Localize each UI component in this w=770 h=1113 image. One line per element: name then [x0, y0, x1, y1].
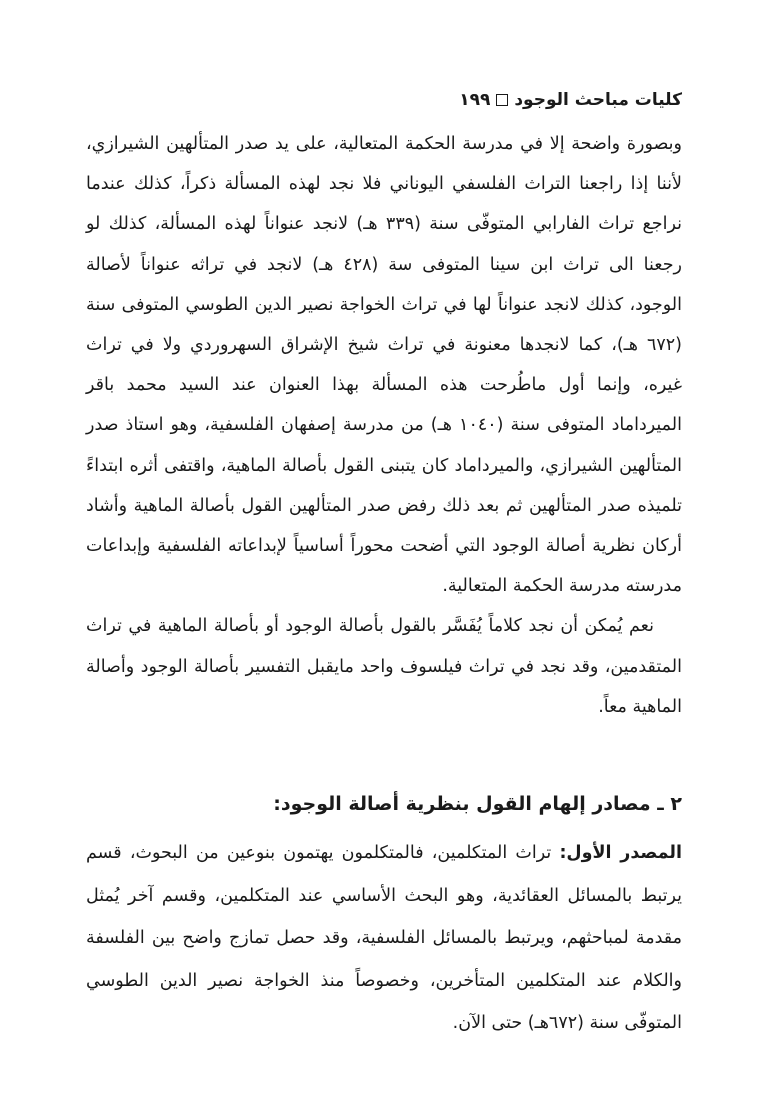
section-sources [86, 784, 682, 1045]
header-title: كليات مباحث الوجود [514, 90, 682, 110]
page-number: ١٩٩ [459, 90, 491, 110]
body-text [86, 124, 682, 727]
paragraph-2: نعم يُمكن أن نجد كلاماً يُفَسَّر بالقول بأصالة الوجود أو بأصالة الماهية في تراث المتقدمين، وقد نجد في تراث فيلسوف واحد مايقبل التفسير بأصالة الوجود وأصالة الماهية معاً. [86, 616, 682, 717]
section-heading: ٢ ـ مصادر إلهام القول بنظرية أصالة الوجود: [273, 793, 682, 815]
running-header [120, 86, 682, 114]
square-separator-icon [496, 94, 508, 106]
section-lead: المصدر الأول: [559, 843, 682, 863]
section-paragraph [86, 832, 682, 1045]
section-body: تراث المتكلمين، فالمتكلمون يهتمون بنوعين من البحوث، قسم يرتبط بالمسائل العقائدية، وهو البحث الأساسي عند المتكلمين، وقسم آخر يُمثل مقدمة لمباحثهم، ويرتبط بالمسائل الفلسفية، وقد حصل تمازج واضح بين الفلسفة والكلام عند المتكلمين المتأخرين، وخصوصاً منذ الخواجة نصير الدين الطوسي المتوفّى سنة (٦٧٢هـ) حتى الآن. [86, 843, 682, 1033]
paragraph-1: وبصورة واضحة إلا في مدرسة الحكمة المتعالية، على يد صدر المتألهين الشيرازي، لأننا إذا راجعنا التراث الفلسفي اليوناني فلا نجد لهذه المسألة ذكراً، كذلك عندما نراجع تراث الفارابي المتوفّى سنة (٣٣٩ هـ) لانجد عنواناً لهذه المسألة، كذلك لو رجعنا الى تراث ابن سينا المتوفى سة (٤٢٨ هـ) لانجد في تراثه عنواناً لأصالة الوجود، كذلك لانجد عنواناً لها في تراث الخواجة نصير الدين الطوسي المتوفى سنة (٦٧٢ هـ)، كما لانجدها معنونة في تراث شيخ الإشراق السهروردي ولا في تراث غيره، وإنما أول ماطُرحت هذه المسألة بهذا العنوان عند السيد محمد باقر الميرداماد المتوفى سنة (١٠٤٠ هـ) من مدرسة إصفهان الفلسفية، وهو استاذ صدر المتألهين الشيرازي، والميرداماد كان يتبنى القول بأصالة الماهية، واقتفى أثره ابتداءً تلميذه صدر المتألهين ثم بعد ذلك رفض صدر المتألهين القول بأصالة الماهية وأشاد أركان نظرية أصالة الوجود التي أضحت محوراً أساسياً لإبداعاته الفلسفية وإبداعات مدرسته مدرسة الحكمة المتعالية. [86, 134, 682, 597]
